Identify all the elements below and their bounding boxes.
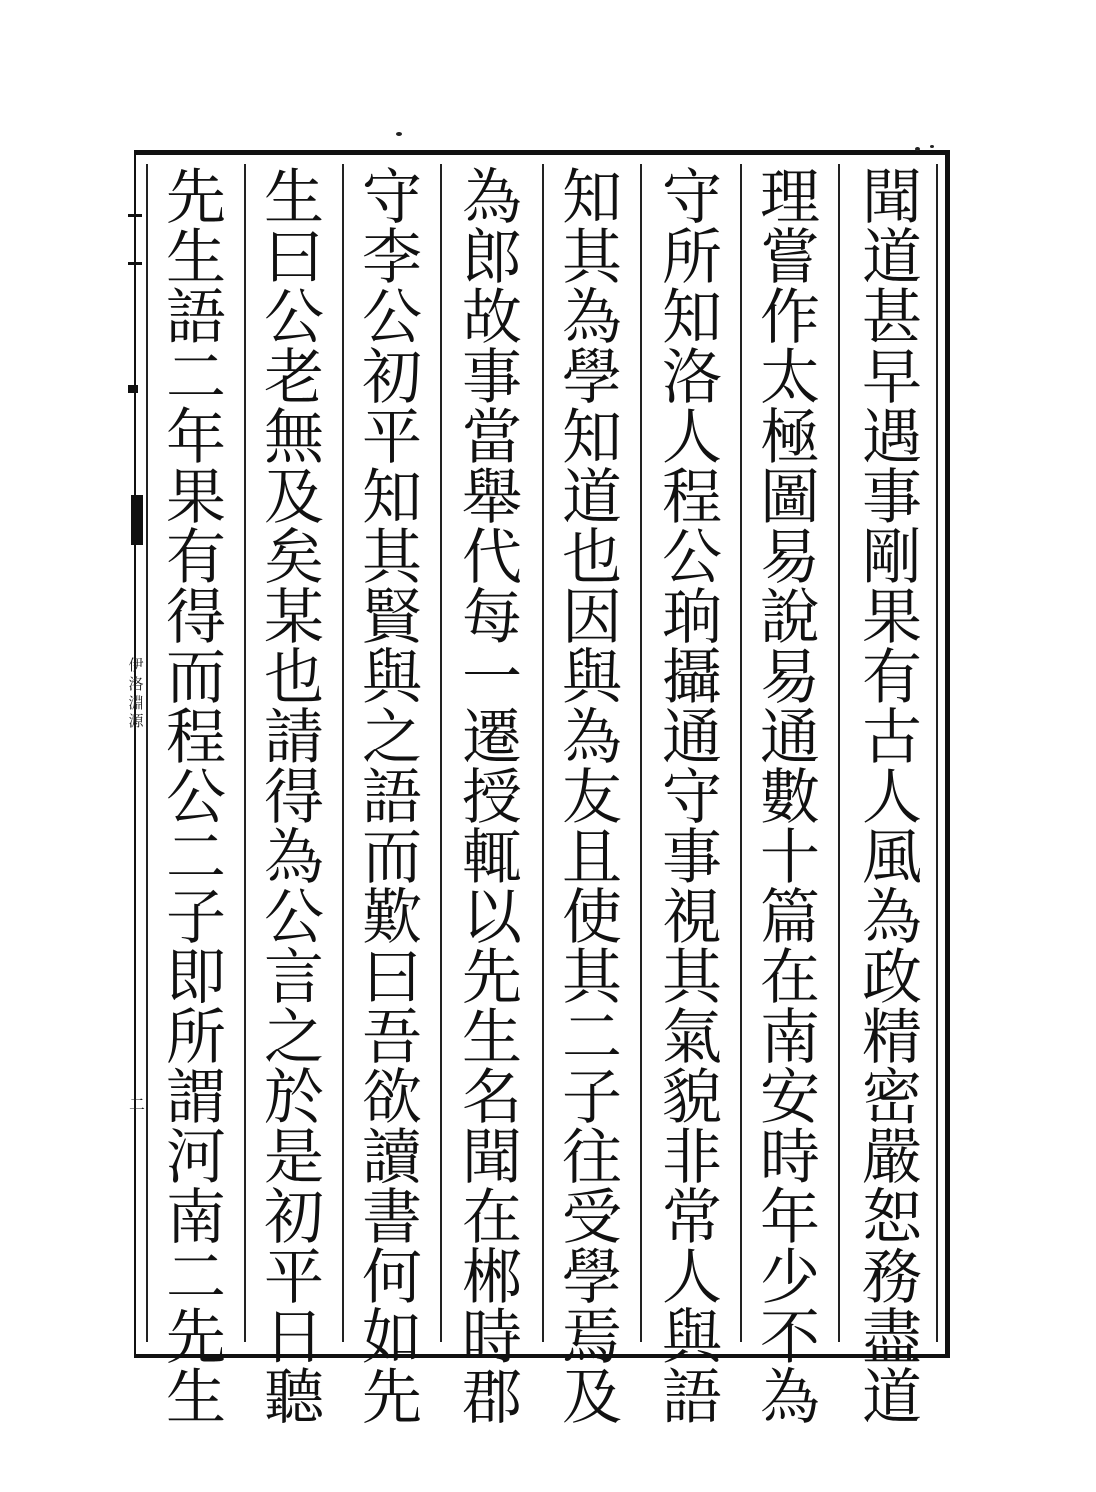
glyph: 非	[662, 1123, 722, 1193]
glyph: 十	[760, 823, 820, 893]
glyph: 無	[264, 403, 324, 473]
glyph: 郡	[462, 1363, 522, 1433]
glyph: 珦	[662, 583, 722, 653]
glyph: 貌	[662, 1063, 722, 1133]
column-rule	[146, 164, 148, 1342]
glyph: 易	[760, 643, 820, 713]
glyph: 圖	[760, 463, 820, 533]
glyph: 果	[862, 583, 922, 653]
glyph: 為	[862, 883, 922, 953]
column-rule	[838, 164, 840, 1342]
glyph: 受	[562, 1183, 622, 1253]
glyph: 代	[462, 523, 522, 593]
glyph: 生	[264, 163, 324, 233]
glyph: 名	[462, 1063, 522, 1133]
glyph: 其	[562, 223, 622, 293]
glyph: 授	[462, 763, 522, 833]
glyph: 知	[662, 283, 722, 353]
glyph: 務	[862, 1243, 922, 1313]
glyph: 河	[166, 1123, 226, 1193]
glyph: 以	[462, 883, 522, 953]
glyph: 理	[760, 163, 820, 233]
glyph: 曰	[362, 943, 422, 1013]
glyph: 二	[166, 823, 226, 893]
glyph: 公	[264, 883, 324, 953]
glyph: 公	[166, 763, 226, 833]
margin-tick-low	[128, 385, 138, 393]
glyph: 為	[562, 703, 622, 773]
glyph: 即	[166, 943, 226, 1013]
glyph: 風	[862, 823, 922, 893]
glyph: 不	[760, 1303, 820, 1373]
glyph: 生	[166, 223, 226, 293]
glyph: 人	[662, 403, 722, 473]
glyph: 一	[462, 643, 522, 713]
glyph: 守	[362, 163, 422, 233]
glyph: 守	[662, 763, 722, 833]
glyph: 因	[562, 583, 622, 653]
glyph: 精	[862, 1003, 922, 1073]
glyph: 二	[166, 343, 226, 413]
margin-title-glyph: 源	[128, 712, 144, 731]
glyph: 初	[362, 343, 422, 413]
glyph: 甚	[862, 283, 922, 353]
glyph: 語	[662, 1363, 722, 1433]
glyph: 公	[662, 523, 722, 593]
glyph: 政	[862, 943, 922, 1013]
margin-title-glyph: 淵	[128, 693, 144, 712]
text-column-2	[746, 163, 834, 1433]
glyph: 道	[862, 223, 922, 293]
glyph: 也	[562, 523, 622, 593]
glyph: 少	[760, 1243, 820, 1313]
glyph: 及	[264, 463, 324, 533]
glyph: 書	[362, 1183, 422, 1253]
glyph: 遷	[462, 703, 522, 773]
margin-tick-mid	[128, 262, 142, 265]
glyph: 篇	[760, 883, 820, 953]
glyph: 與	[362, 643, 422, 713]
glyph: 南	[166, 1183, 226, 1253]
glyph: 人	[662, 1243, 722, 1313]
text-column-5	[448, 163, 536, 1433]
glyph: 歎	[362, 883, 422, 953]
glyph: 極	[760, 403, 820, 473]
glyph: 焉	[562, 1303, 622, 1373]
glyph: 密	[862, 1063, 922, 1133]
glyph: 知	[562, 403, 622, 473]
glyph: 與	[662, 1303, 722, 1373]
column-rule	[542, 164, 544, 1342]
glyph: 子	[562, 1063, 622, 1133]
glyph: 在	[760, 943, 820, 1013]
ink-speck	[915, 147, 920, 151]
glyph: 道	[562, 463, 622, 533]
glyph: 說	[760, 583, 820, 653]
glyph: 安	[760, 1063, 820, 1133]
glyph: 為	[562, 283, 622, 353]
text-column-7	[250, 163, 338, 1433]
glyph: 語	[166, 283, 226, 353]
column-rule	[440, 164, 442, 1342]
glyph: 守	[662, 163, 722, 233]
glyph: 得	[166, 583, 226, 653]
margin-page-number	[128, 1096, 146, 1114]
glyph: 事	[862, 463, 922, 533]
glyph: 生	[462, 1003, 522, 1073]
glyph: 聞	[862, 163, 922, 233]
glyph: 南	[760, 1003, 820, 1073]
glyph: 洛	[662, 343, 722, 413]
margin-title-glyph: 洛	[128, 674, 144, 693]
glyph: 與	[562, 643, 622, 713]
glyph: 先	[166, 1303, 226, 1373]
glyph: 言	[264, 943, 324, 1013]
glyph: 時	[462, 1303, 522, 1373]
glyph: 在	[462, 1183, 522, 1253]
glyph: 為	[264, 823, 324, 893]
glyph: 當	[462, 403, 522, 473]
margin-title-glyph: 伊	[128, 656, 144, 674]
glyph: 及	[562, 1363, 622, 1433]
glyph: 欲	[362, 1063, 422, 1133]
margin-tick-top	[128, 214, 142, 217]
glyph: 氣	[662, 1003, 722, 1073]
glyph: 知	[562, 163, 622, 233]
glyph: 老	[264, 343, 324, 413]
glyph: 嚴	[862, 1123, 922, 1193]
glyph: 李	[362, 223, 422, 293]
glyph: 請	[264, 703, 324, 773]
glyph: 事	[462, 343, 522, 413]
glyph: 易	[760, 523, 820, 593]
glyph: 遇	[862, 403, 922, 473]
glyph: 得	[264, 763, 324, 833]
glyph: 程	[166, 703, 226, 773]
ink-speck	[396, 132, 402, 136]
glyph: 於	[264, 1063, 324, 1133]
glyph: 太	[760, 343, 820, 413]
glyph: 有	[166, 523, 226, 593]
text-column-4	[548, 163, 636, 1433]
glyph: 恕	[862, 1183, 922, 1253]
glyph: 視	[662, 883, 722, 953]
glyph: 是	[264, 1123, 324, 1193]
glyph: 之	[264, 1003, 324, 1073]
glyph: 子	[166, 883, 226, 953]
text-column-6	[348, 163, 436, 1433]
glyph: 通	[760, 703, 820, 773]
glyph: 語	[362, 763, 422, 833]
glyph: 日	[264, 1303, 324, 1373]
column-rule	[342, 164, 344, 1342]
glyph: 使	[562, 883, 622, 953]
glyph: 常	[662, 1183, 722, 1253]
glyph: 生	[166, 1363, 226, 1433]
glyph: 而	[166, 643, 226, 713]
glyph: 所	[662, 223, 722, 293]
glyph: 先	[462, 943, 522, 1013]
glyph: 每	[462, 583, 522, 653]
glyph: 學	[562, 343, 622, 413]
glyph: 有	[862, 643, 922, 713]
glyph: 平	[362, 403, 422, 473]
glyph: 故	[462, 283, 522, 353]
glyph: 其	[562, 943, 622, 1013]
margin-book-title	[126, 656, 146, 731]
glyph: 其	[362, 523, 422, 593]
text-column-3	[648, 163, 736, 1433]
glyph: 矣	[264, 523, 324, 593]
glyph: 先	[166, 163, 226, 233]
glyph: 輒	[462, 823, 522, 893]
glyph: 數	[760, 763, 820, 833]
glyph: 二	[562, 1003, 622, 1073]
glyph: 年	[166, 403, 226, 473]
glyph: 之	[362, 703, 422, 773]
glyph: 果	[166, 463, 226, 533]
glyph: 如	[362, 1303, 422, 1373]
glyph: 也	[264, 643, 324, 713]
glyph: 往	[562, 1123, 622, 1193]
page-number-glyph: 二	[128, 1095, 145, 1114]
glyph: 吾	[362, 1003, 422, 1073]
glyph: 通	[662, 703, 722, 773]
glyph: 聽	[264, 1363, 324, 1433]
glyph: 聞	[462, 1123, 522, 1193]
glyph: 而	[362, 823, 422, 893]
glyph: 古	[862, 703, 922, 773]
glyph: 謂	[166, 1063, 226, 1133]
text-column-1	[848, 163, 936, 1433]
glyph: 攝	[662, 643, 722, 713]
glyph: 平	[264, 1243, 324, 1313]
glyph: 友	[562, 763, 622, 833]
glyph: 賢	[362, 583, 422, 653]
glyph: 知	[362, 463, 422, 533]
glyph: 公	[362, 283, 422, 353]
column-rule	[640, 164, 642, 1342]
column-rule	[244, 164, 246, 1342]
glyph: 讀	[362, 1123, 422, 1193]
glyph: 公	[264, 283, 324, 353]
ink-speck	[930, 145, 934, 148]
glyph: 程	[662, 463, 722, 533]
glyph: 且	[562, 823, 622, 893]
text-column-8	[152, 163, 240, 1433]
column-rule	[936, 164, 938, 1342]
column-rule	[740, 164, 742, 1342]
glyph: 為	[462, 163, 522, 233]
glyph: 初	[264, 1183, 324, 1253]
glyph: 剛	[862, 523, 922, 593]
glyph: 人	[862, 763, 922, 833]
glyph: 事	[662, 823, 722, 893]
glyph: 年	[760, 1183, 820, 1253]
glyph: 舉	[462, 463, 522, 533]
fish-tail-mark	[131, 495, 143, 545]
glyph: 早	[862, 343, 922, 413]
glyph: 學	[562, 1243, 622, 1313]
glyph: 何	[362, 1243, 422, 1313]
glyph: 二	[166, 1243, 226, 1313]
glyph: 先	[362, 1363, 422, 1433]
glyph: 時	[760, 1123, 820, 1193]
glyph: 所	[166, 1003, 226, 1073]
glyph: 嘗	[760, 223, 820, 293]
glyph: 作	[760, 283, 820, 353]
glyph: 郎	[462, 223, 522, 293]
glyph: 為	[760, 1363, 820, 1433]
glyph: 道	[862, 1363, 922, 1433]
glyph: 某	[264, 583, 324, 653]
glyph: 郴	[462, 1243, 522, 1313]
glyph: 曰	[264, 223, 324, 293]
glyph: 其	[662, 943, 722, 1013]
glyph: 盡	[862, 1303, 922, 1373]
